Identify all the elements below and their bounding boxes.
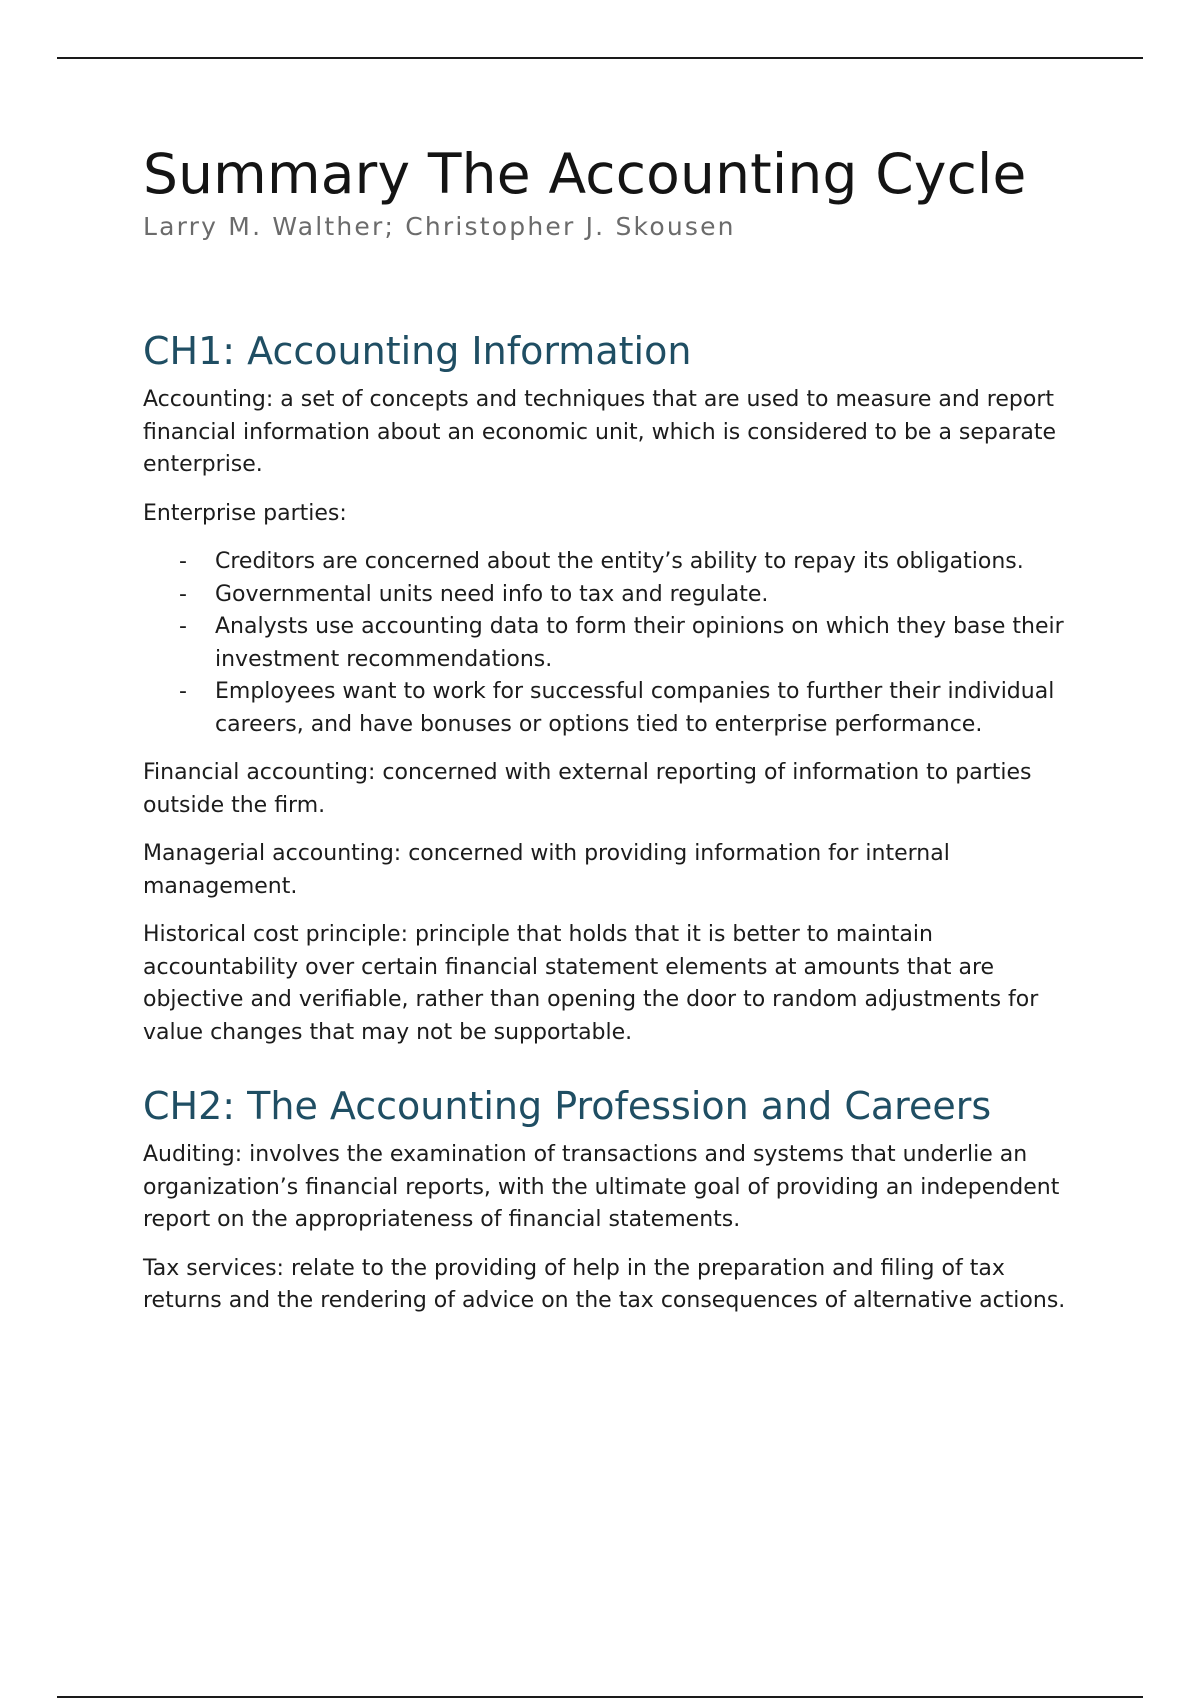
list-item — [143, 579, 1068, 612]
paragraph-auditing: Auditing: involves the examination of transactions and systems that underlie an organization’s financial reports, with the ultimate goal of providing an independent report on the appropriateness of financial statements. — [143, 1142, 1060, 1232]
list-item — [143, 546, 1068, 579]
enterprise-parties-list — [143, 546, 1068, 741]
list-bullet: - — [179, 679, 187, 704]
document-body — [143, 140, 1068, 1334]
paragraph-historical-cost-principle: Historical cost principle: principle that holds that it is better to maintain accountability over certain financial statement elements at amounts that are objective and verifiable, rather than opening the door to random adjustments for value changes that may not be supportable. — [143, 922, 1039, 1045]
list-item-text: Creditors are concerned about the entity’s ability to repay its obligations. — [215, 549, 1024, 574]
list-bullet: - — [179, 581, 187, 607]
document-authors: Larry M. Walther; Christopher J. Skousen — [143, 212, 736, 241]
bottom-page-rule — [57, 1696, 1143, 1698]
paragraph-financial-accounting: Financial accounting: concerned with external reporting of information to parties outside the firm. — [143, 760, 1032, 818]
list-item — [143, 676, 1068, 741]
chapter-heading-ch1: CH1: Accounting Information — [143, 329, 692, 373]
paragraph-accounting-definition: Accounting: a set of concepts and techniques that are used to measure and report financial information about an economic unit, which is considered to be a separate enterprise. — [143, 387, 1057, 477]
list-item-text: Governmental units need info to tax and regulate. — [215, 581, 769, 607]
paragraph-managerial-accounting: Managerial accounting: concerned with providing information for internal management. — [143, 841, 950, 899]
list-item — [143, 611, 1068, 676]
list-item-text: Employees want to work for successful companies to further their individual careers, and have bonuses or options tied to enterprise performance. — [215, 679, 1055, 737]
paragraph-tax-services: Tax services: relate to the providing of help in the preparation and filing of tax returns and the rendering of advice on the tax consequences of alternative actions. — [143, 1255, 1066, 1313]
list-bullet: - — [179, 549, 187, 574]
top-page-rule — [57, 57, 1143, 59]
chapter-heading-ch2: CH2: The Accounting Profession and Careers — [143, 1084, 992, 1128]
list-bullet: - — [179, 614, 187, 639]
document-title: Summary The Accounting Cycle — [143, 142, 1027, 206]
paragraph-enterprise-parties: Enterprise parties: — [143, 500, 347, 526]
list-item-text: Analysts use accounting data to form their opinions on which they base their investment recommendations. — [215, 614, 1064, 672]
